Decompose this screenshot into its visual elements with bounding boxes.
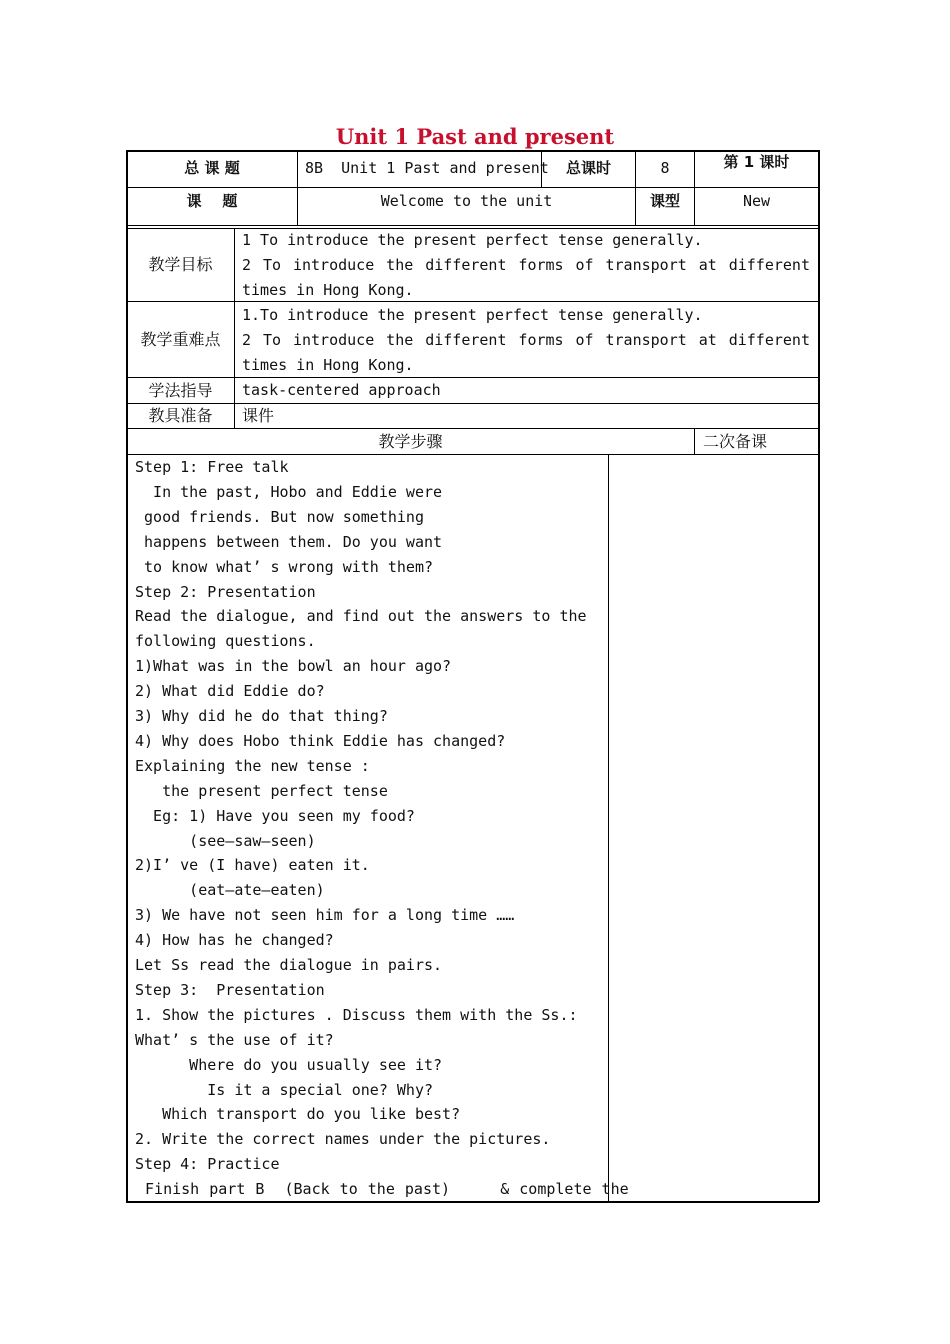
method-label: 学法指导: [148, 381, 213, 400]
method-value: task-centered approach: [242, 381, 441, 399]
step-line: Read the dialogue, and find out the answers to the: [135, 607, 587, 626]
step-line: 1. Show the pictures . Discuss them with the Ss.:: [135, 1005, 578, 1024]
step-line: Where do you usually see it?: [135, 1055, 443, 1074]
step-line: 3) We have not seen him for a long time ……: [135, 906, 515, 925]
lesson-type-label: 课型: [649, 192, 680, 210]
lesson-value: Welcome to the unit: [380, 192, 553, 210]
total-periods-value: 8: [660, 159, 670, 177]
notes-header: 二次备课: [703, 432, 768, 451]
step-line: 1)What was in the bowl an hour ago?: [135, 657, 452, 676]
step-line: Step 4: Practice: [135, 1155, 280, 1174]
steps-header: 教学步骤: [378, 432, 443, 451]
step-line: Finish part B (Back to the past) & complete the: [135, 1180, 629, 1199]
step-line: Is it a special one? Why?: [135, 1080, 434, 1099]
step-line: 4) Why does Hobo think Eddie has changed?: [135, 731, 506, 750]
step-line: following questions.: [135, 632, 316, 651]
tools-value: 课件: [242, 406, 275, 425]
step-line: 3) Why did he do that thing?: [135, 707, 388, 725]
step-line: Explaining the new tense :: [135, 756, 370, 775]
keypoints-label: 教学重难点: [140, 330, 221, 349]
objectives-item-2: 2 To introduce the different forms of transport at different times in Hong Kong.: [242, 256, 810, 299]
lesson-label: 课 题: [186, 192, 238, 210]
step-line: Step 2: Presentation: [135, 582, 316, 601]
step-line: 2) What did Eddie do?: [135, 682, 325, 701]
step-line: Let Ss read the dialogue in pairs.: [135, 956, 443, 974]
step-line: good friends. But now something: [135, 507, 424, 526]
objectives-label: 教学目标: [148, 255, 213, 274]
step-line: Step 1: Free talk: [135, 458, 289, 476]
step-line: the present perfect tense: [135, 781, 388, 800]
step-line: Step 3: Presentation: [135, 980, 325, 999]
step-line: 2)I’ ve (I have) eaten it.: [135, 856, 370, 875]
tools-label: 教具准备: [148, 406, 213, 425]
step-line: happens between them. Do you want: [135, 532, 443, 551]
total-periods-label: 总课时: [565, 159, 611, 177]
step-line: (see—saw—seen): [135, 831, 316, 850]
step-line: 2. Write the correct names under the pictures.: [135, 1130, 551, 1149]
step-line: Eg: 1) Have you seen my food?: [135, 806, 415, 825]
objectives-item-1: 1 To introduce the present perfect tense generally.: [242, 231, 703, 249]
keypoints-item-2: 2 To introduce the different forms of transport at different times in Hong Kong.: [242, 331, 810, 374]
period-label: 第 1 课时: [723, 153, 790, 171]
step-line: In the past, Hobo and Eddie were: [135, 482, 443, 501]
lesson-type-value: New: [742, 192, 771, 210]
step-line: Which transport do you like best?: [135, 1105, 461, 1124]
step-line: What’ s the use of it?: [135, 1030, 334, 1049]
page-title: Unit 1 Past and present: [335, 124, 615, 149]
topic-value: 8B Unit 1 Past and present: [305, 159, 549, 177]
step-line: 4) How has he changed?: [135, 931, 334, 950]
step-line: to know what’ s wrong with them?: [135, 557, 434, 576]
keypoints-item-1: 1.To introduce the present perfect tense generally.: [242, 306, 703, 324]
topic-label: 总 课 题: [184, 159, 240, 177]
step-line: (eat—ate—eaten): [135, 881, 325, 900]
